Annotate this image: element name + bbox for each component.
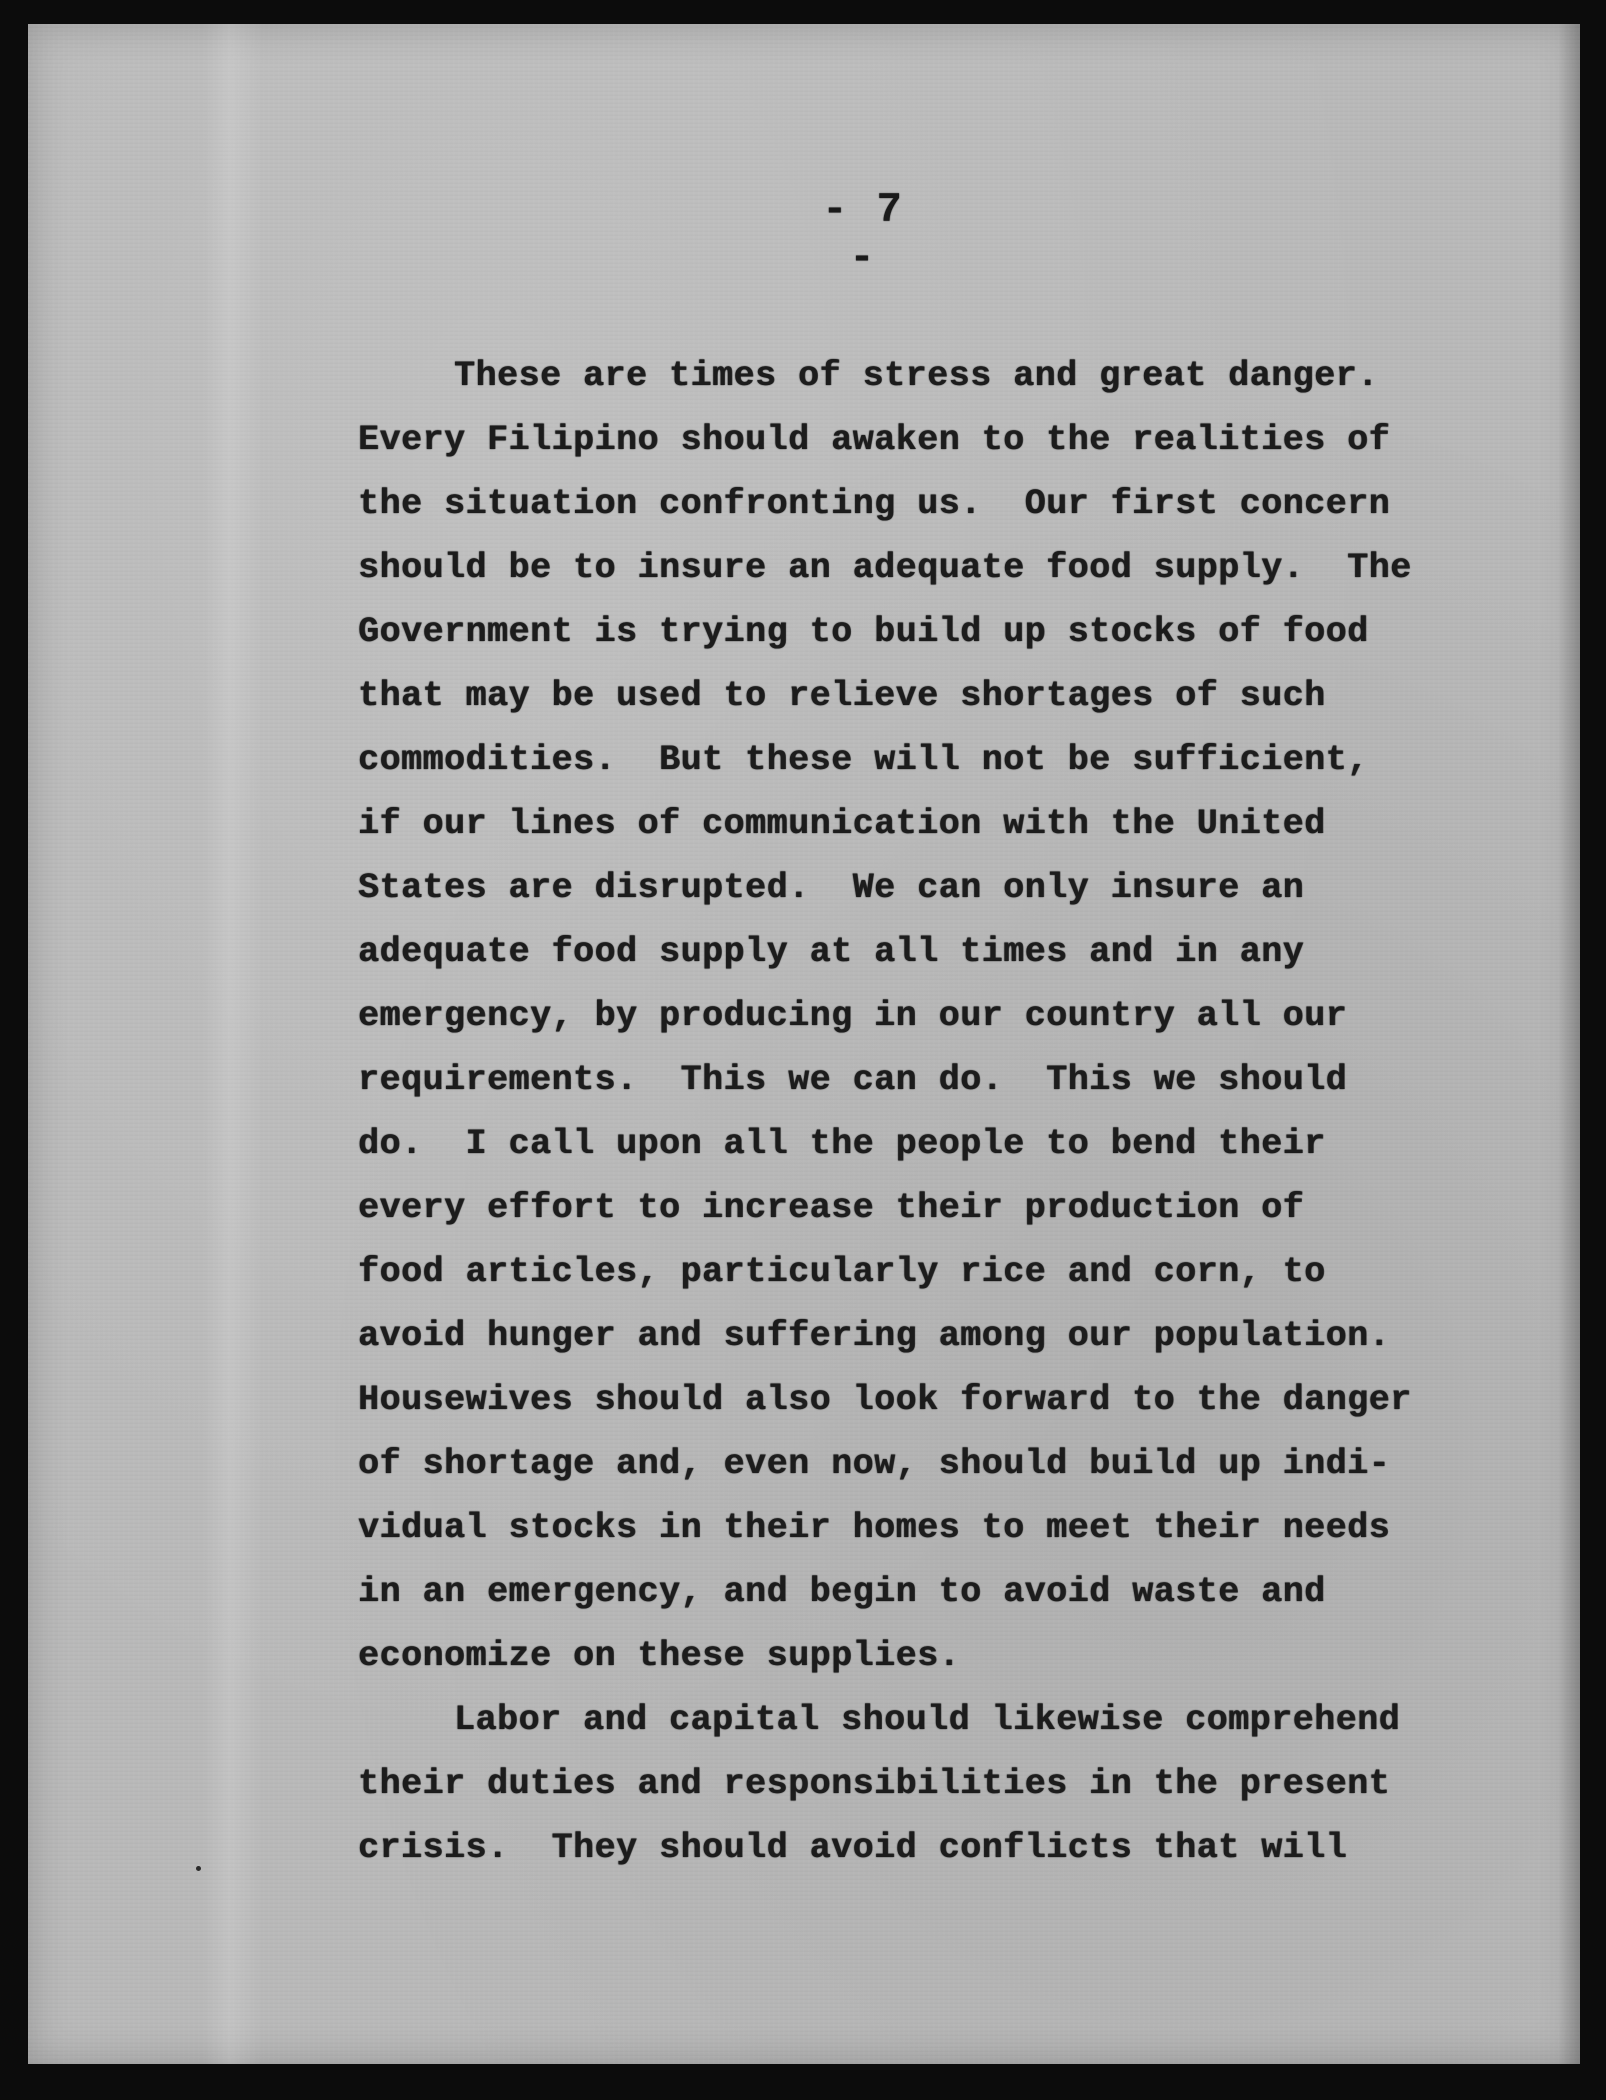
text-line: requirements. This we can do. This we should — [358, 1060, 1348, 1100]
paper-edge-shadow — [1558, 24, 1580, 2064]
text-line: emergency, by producing in our country all our — [358, 996, 1348, 1036]
page-number: - 7 - — [822, 186, 904, 282]
document-page — [28, 24, 1580, 2064]
text-line: that may be used to relieve shortages of such — [358, 676, 1326, 716]
text-line: Government is trying to build up stocks of food — [358, 612, 1369, 652]
text-line: do. I call upon all the people to bend their — [358, 1124, 1326, 1164]
text-line: food articles, particularly rice and corn, to — [358, 1252, 1326, 1292]
text-line: These are times of stress and great danger. — [454, 356, 1379, 396]
speck-mark — [196, 1866, 201, 1871]
text-line: commodities. But these will not be sufficient, — [358, 740, 1369, 780]
text-line: avoid hunger and suffering among our population. — [358, 1316, 1391, 1356]
typewritten-body — [358, 344, 1412, 1880]
paper-fold-streak — [203, 24, 263, 2064]
paragraph-1 — [358, 344, 1412, 1688]
text-line: every effort to increase their production of — [358, 1188, 1305, 1228]
text-line: Every Filipino should awaken to the realities of — [358, 420, 1391, 460]
text-line: crisis. They should avoid conflicts that will — [358, 1828, 1348, 1868]
text-line: States are disrupted. We can only insure an — [358, 868, 1305, 908]
text-line: vidual stocks in their homes to meet their needs — [358, 1508, 1391, 1548]
text-line: Housewives should also look forward to the danger — [358, 1380, 1412, 1420]
text-line: economize on these supplies. — [358, 1636, 961, 1676]
text-line: their duties and responsibilities in the present — [358, 1764, 1391, 1804]
text-line: of shortage and, even now, should build up indi- — [358, 1444, 1391, 1484]
text-line: adequate food supply at all times and in any — [358, 932, 1305, 972]
text-line: Labor and capital should likewise comprehend — [454, 1700, 1401, 1740]
text-line: the situation confronting us. Our first concern — [358, 484, 1391, 524]
paragraph-2 — [358, 1688, 1401, 1880]
text-line: if our lines of communication with the United — [358, 804, 1326, 844]
text-line: should be to insure an adequate food supply. The — [358, 548, 1412, 588]
text-line: in an emergency, and begin to avoid waste and — [358, 1572, 1326, 1612]
